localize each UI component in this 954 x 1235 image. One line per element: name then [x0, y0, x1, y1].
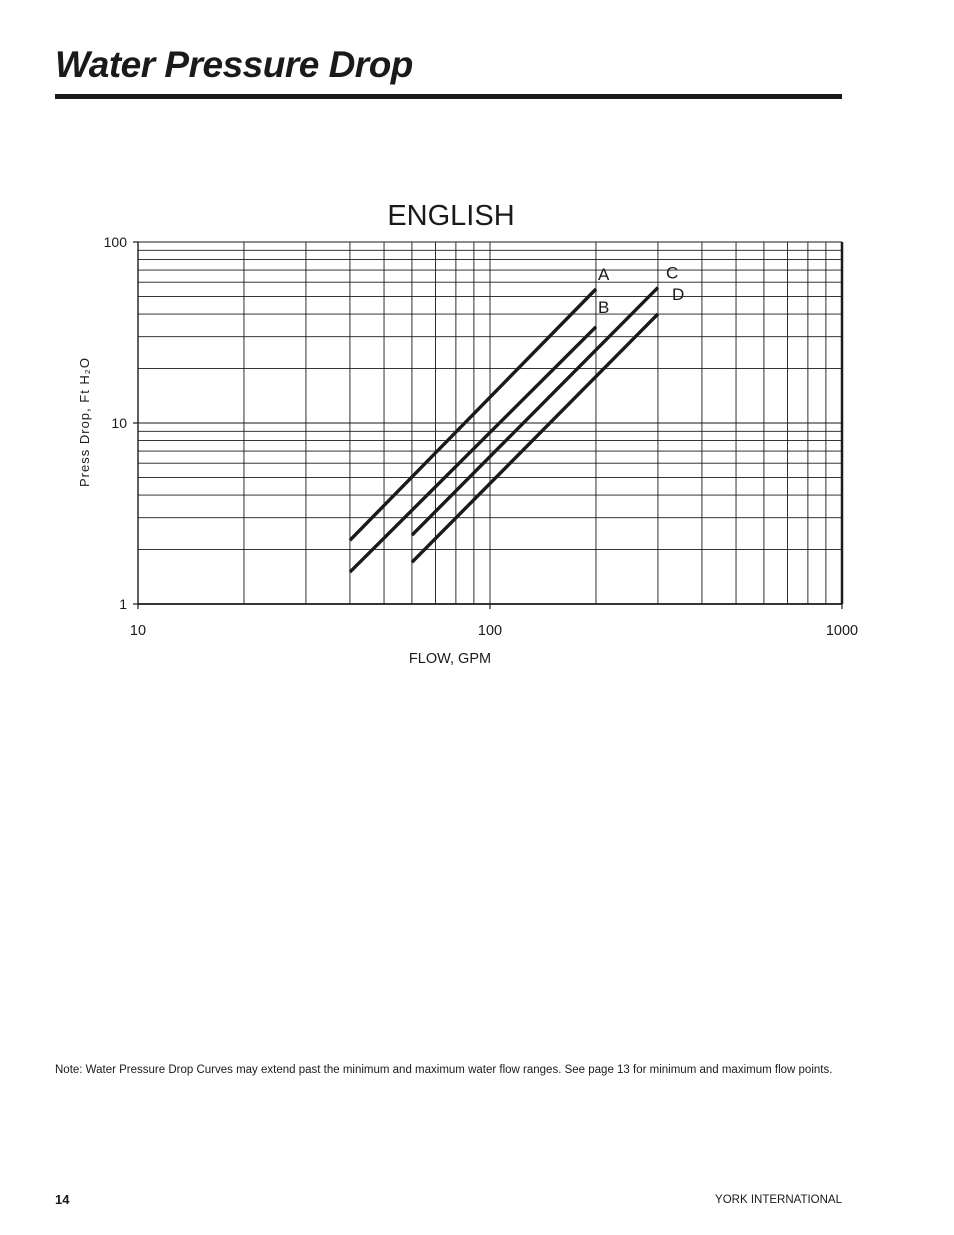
- chart-title: ENGLISH: [387, 200, 515, 232]
- y-axis-label: Press Drop, Ft H₂O: [77, 357, 92, 487]
- series-label-c: C: [665, 263, 679, 283]
- tick-labels: [104, 234, 858, 639]
- footer-company: YORK INTERNATIONAL: [715, 1194, 842, 1206]
- series-line-c: [412, 288, 658, 536]
- series-label-b: B: [597, 297, 610, 317]
- page-number: 14: [55, 1192, 70, 1207]
- x-tick-label: 1000: [825, 623, 859, 639]
- series-label-a: A: [597, 264, 610, 284]
- y-tick-label: 100: [103, 234, 127, 250]
- x-tick-label: 10: [129, 623, 147, 639]
- series-label-d: D: [671, 285, 685, 305]
- y-tick-label: 1: [119, 596, 127, 612]
- x-tick-label: 100: [477, 623, 503, 639]
- series-group: [350, 264, 684, 573]
- page-title: Water Pressure Drop: [55, 44, 413, 85]
- grid: [138, 242, 842, 604]
- footnote: Note: Water Pressure Drop Curves may extend past the minimum and maximum water flow ranges. See page 13 for minimum and maximum flow points.: [55, 1064, 833, 1076]
- y-tick-label: 10: [111, 415, 127, 431]
- x-axis-label: FLOW, GPM: [408, 651, 492, 667]
- series-line-b: [350, 327, 596, 572]
